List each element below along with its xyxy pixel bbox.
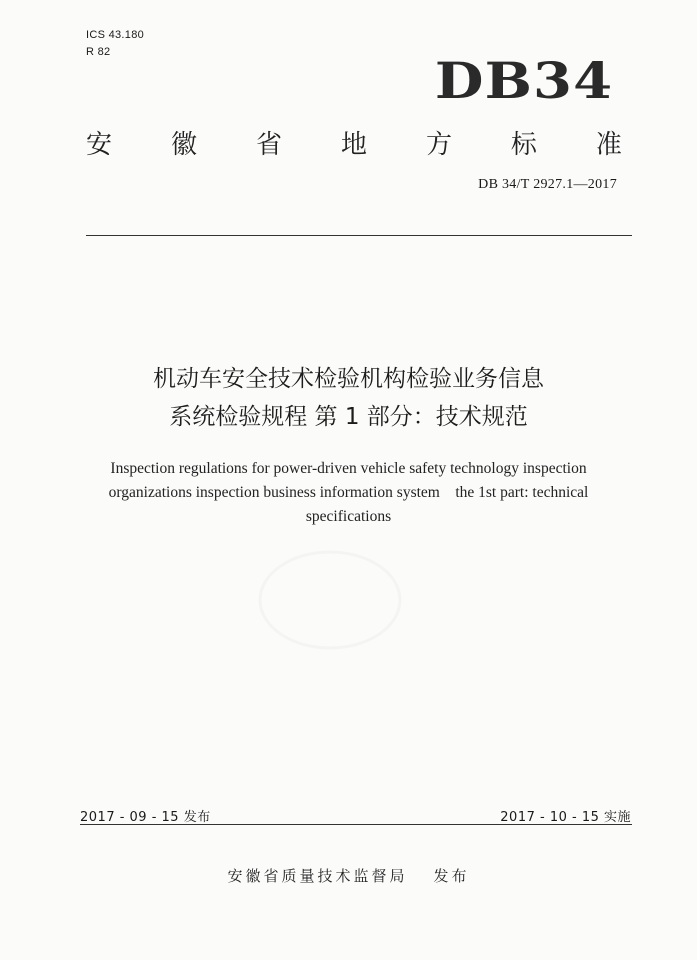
issuer-action: 发布 [433, 867, 470, 885]
standard-number: DB 34/T 2927.1—2017 [478, 177, 617, 192]
top-divider [86, 235, 632, 236]
chinese-title-line-1: 机动车安全技术检验机构检验业务信息 [153, 366, 544, 392]
english-title-line-1: Inspection regulations for power-driven vehicle safety technology inspection [110, 460, 587, 477]
ics-block [86, 27, 144, 61]
implementation-date: 2017 - 10 - 15 实施 [500, 810, 631, 825]
standard-type-char: 徽 [170, 130, 197, 160]
ics-code: ICS 43.180 [86, 29, 145, 41]
issuer-line [0, 865, 697, 886]
issuer-name: 安徽省质量技术监督局 [227, 867, 408, 885]
faint-stamp-ghost [250, 545, 410, 655]
english-title-line-3: specifications [305, 508, 392, 525]
standard-type-char: 安 [86, 130, 113, 160]
standard-type-char: 地 [340, 130, 367, 160]
chinese-title [40, 360, 657, 436]
standard-type-char: 标 [510, 130, 537, 160]
issue-date: 2017 - 09 - 15 发布 [80, 810, 211, 825]
standard-type-char: 省 [255, 130, 282, 160]
english-title [70, 457, 627, 529]
classification-code: R 82 [86, 46, 111, 58]
standard-type-char: 方 [425, 130, 452, 160]
db-logo: DB34 [434, 51, 613, 110]
bottom-divider [80, 824, 632, 825]
standard-type-heading [86, 124, 622, 161]
standard-type-char: 准 [595, 130, 622, 160]
english-title-line-2: organizations inspection business information system the 1st part: technical [108, 484, 589, 501]
chinese-title-line-2: 系统检验规程 第 1 部分：技术规范 [169, 404, 528, 430]
